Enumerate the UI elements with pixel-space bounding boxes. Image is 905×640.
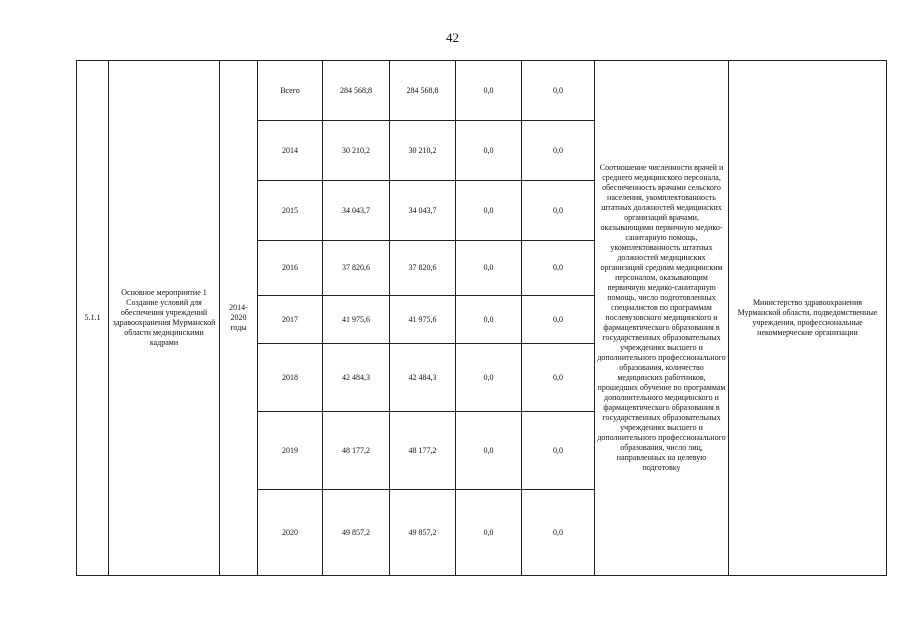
total-cell: 49 857,2 [323, 490, 390, 576]
regional-cell: 41 975,6 [390, 296, 456, 344]
federal-cell: 0,0 [456, 241, 522, 296]
row-code: 5.1.1 [77, 61, 109, 576]
regional-cell: 42 484,3 [390, 344, 456, 412]
year-cell: 2018 [258, 344, 323, 412]
period: 2014-2020 годы [220, 61, 258, 576]
table-row [77, 61, 887, 121]
federal-cell: 0,0 [456, 296, 522, 344]
federal-cell: 0,0 [456, 61, 522, 121]
federal-cell: 0,0 [456, 412, 522, 490]
other-cell: 0,0 [522, 121, 595, 181]
regional-cell: 30 210,2 [390, 121, 456, 181]
year-cell: 2015 [258, 181, 323, 241]
year-cell: 2014 [258, 121, 323, 181]
other-cell: 0,0 [522, 181, 595, 241]
federal-cell: 0,0 [456, 490, 522, 576]
year-cell: 2016 [258, 241, 323, 296]
year-cell: 2019 [258, 412, 323, 490]
other-cell: 0,0 [522, 490, 595, 576]
regional-cell: 34 043,7 [390, 181, 456, 241]
federal-cell: 0,0 [456, 344, 522, 412]
year-cell: 2020 [258, 490, 323, 576]
total-cell: 37 820,6 [323, 241, 390, 296]
regional-cell: 37 820,6 [390, 241, 456, 296]
year-cell: Всего [258, 61, 323, 121]
total-cell: 48 177,2 [323, 412, 390, 490]
other-cell: 0,0 [522, 61, 595, 121]
other-cell: 0,0 [522, 344, 595, 412]
federal-cell: 0,0 [456, 181, 522, 241]
regional-cell: 49 857,2 [390, 490, 456, 576]
total-cell: 41 975,6 [323, 296, 390, 344]
indicators: Соотношение численности врачей и среднего медицинского персонала, обеспеченность врачами сельского населения, укомплектованность штатных должностей медицинских организаций врачами, оказывающими первичную медико-санитарную помощь, укомплектованность штатных должностей медицинских организаций средним медицинским персоналом, оказывающим первичную медико-санитарную помощь, число подготовленных специалистов по программам послевузовского медицинского и фармацевтического образования в государственных образовательных учреждениях высшего и дополнительного профессионального образования, количество медицинских работников, прошедших обучение по программам дополнительного медицинского и фармацевтического образования в государственных образовательных учреждениях высшего и дополнительного профессионального образования, число лиц, направленных на целевую подготовку [595, 61, 729, 576]
federal-cell: 0,0 [456, 121, 522, 181]
regional-cell: 48 177,2 [390, 412, 456, 490]
program-table [76, 60, 887, 576]
total-cell: 284 568,8 [323, 61, 390, 121]
other-cell: 0,0 [522, 241, 595, 296]
total-cell: 42 484,3 [323, 344, 390, 412]
other-cell: 0,0 [522, 412, 595, 490]
total-cell: 34 043,7 [323, 181, 390, 241]
activity-name: Основное мероприятие 1 Создание условий для обеспечения учреждений здравоохранения Мурманской области медицинскими кадрами [109, 61, 220, 576]
executors: Министерство здравоохранения Мурманской области, подведомственные учреждения, профессиональные некоммерческие организации [729, 61, 887, 576]
year-cell: 2017 [258, 296, 323, 344]
other-cell: 0,0 [522, 296, 595, 344]
total-cell: 30 210,2 [323, 121, 390, 181]
regional-cell: 284 568,8 [390, 61, 456, 121]
page-number: 42 [446, 30, 459, 45]
